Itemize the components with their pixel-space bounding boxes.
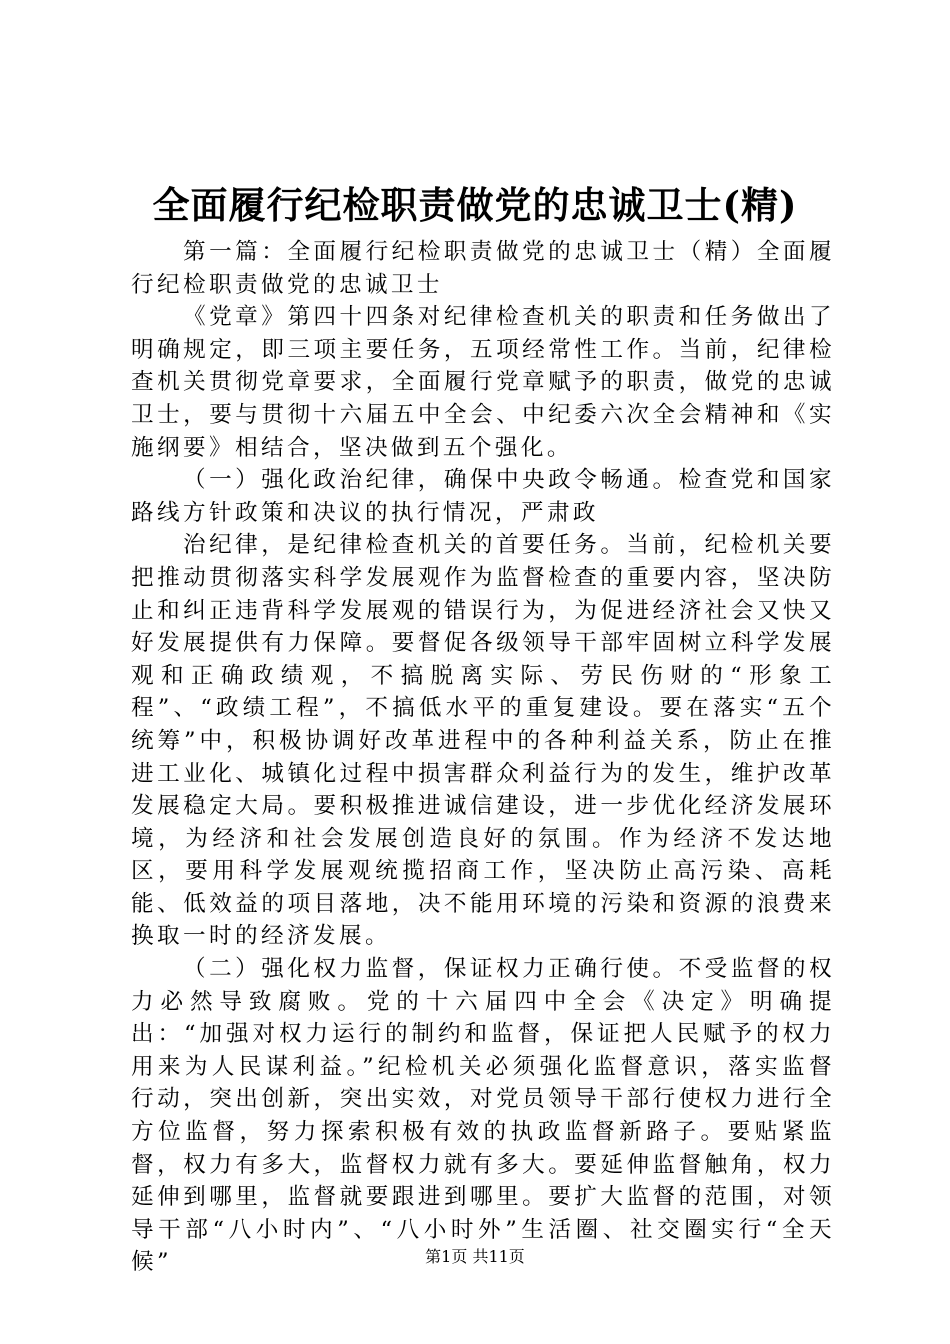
paragraph-section-two: （二）强化权力监督，保证权力正确行使。不受监督的权力必然导致腐败。党的十六届四中全会《决定》明确提出：“加强对权力运行的制约和监督，保证把人民赋予的权力用来为人民谋利益。”纪检机关必须强化监督意识，落实监督行动，突出创新，突出实效，对党员领导干部行使权力进行全方位监督，努力探索积极有效的执政监督新路子。要贴紧监督，权力有多大，监督权力就有多大。要延伸监督触角，权力延伸到哪里，监督就要跟进到哪里。要扩大监督的范围，对领导干部“八小时内”、“八小时外”生活圈、社交圈实行“全天候” bbox=[131, 956, 835, 1276]
paragraph-intro: 第一篇：全面履行纪检职责做党的忠诚卫士（精）全面履行纪检职责做党的忠诚卫士 bbox=[131, 239, 835, 298]
document-title: 全面履行纪检职责做党的忠诚卫士(精) bbox=[152, 183, 798, 227]
page-number-footer: 第1页 共11页 bbox=[425, 1247, 525, 1266]
paragraph-party-constitution: 《党章》第四十四条对纪律检查机关的职责和任务做出了明确规定，即三项主要任务，五项经常性工作。当前，纪律检查机关贯彻党章要求，全面履行党章赋予的职责，做党的忠诚卫士，要与贯彻十六届五中全会、中纪委六次全会精神和《实施纲要》相结合，坚决做到五个强化。 bbox=[131, 304, 835, 461]
document-body bbox=[131, 236, 835, 1279]
paragraph-section-one-heading: （一）强化政治纪律，确保中央政令畅通。检查党和国家路线方针政策和决议的执行情况，严肃政 bbox=[131, 467, 835, 526]
paragraph-section-one-body: 治纪律，是纪律检查机关的首要任务。当前，纪检机关要把推动贯彻落实科学发展观作为监督检查的重要内容，坚决防止和纠正违背科学发展观的错误行为，为促进经济社会又快又好发展提供有力保障。要督促各级领导干部牢固树立科学发展观和正确政绩观，不搞脱离实际、劳民伤财的“形象工程”、“政绩工程”，不搞低水平的重复建设。要在落实“五个统筹”中，积极协调好改革进程中的各种利益关系，防止在推进工业化、城镇化过程中损害群众利益行为的发生，维护改革发展稳定大局。要积极推进诚信建设，进一步优化经济发展环境，为经济和社会发展创造良好的氛围。作为经济不发达地区，要用科学发展观统揽招商工作，坚决防止高污染、高耗能、低效益的项目落地，决不能用环境的污染和资源的浪费来换取一时的经济发展。 bbox=[131, 532, 835, 950]
